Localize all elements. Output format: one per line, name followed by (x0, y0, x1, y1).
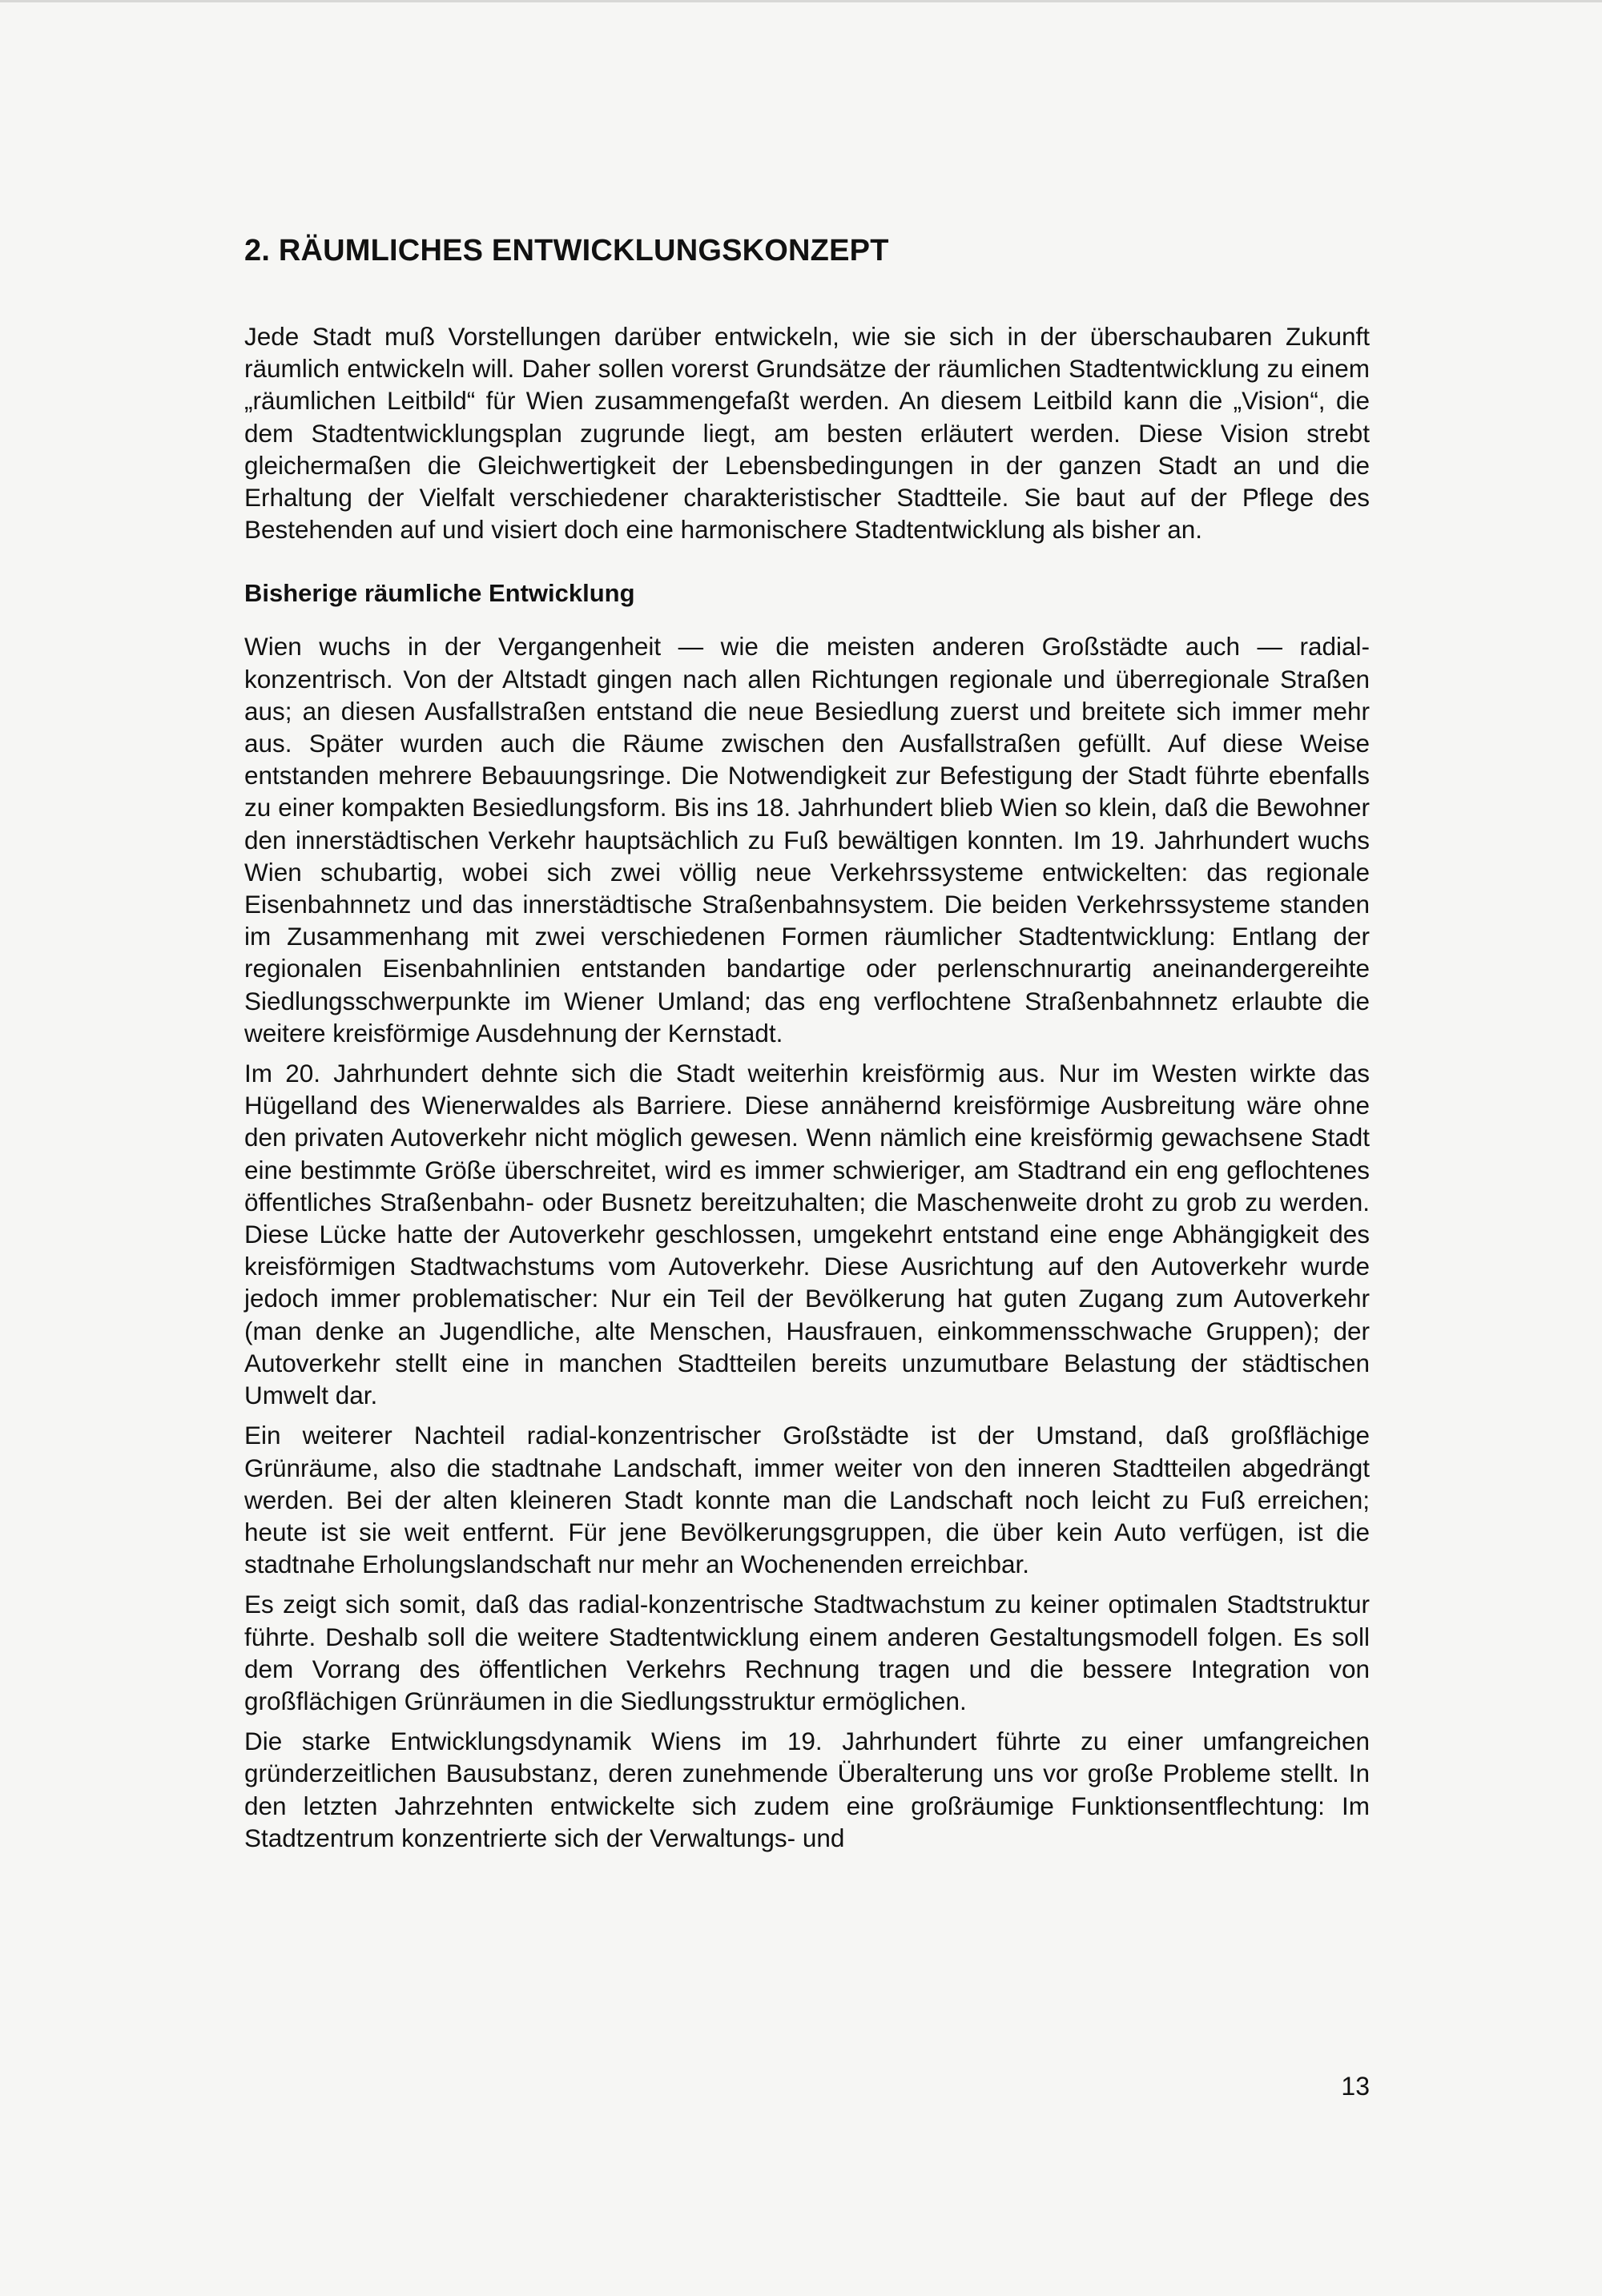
body-paragraph: Wien wuchs in der Vergangenheit — wie die meisten anderen Großstädte auch — radial-konzentrisch. Von der Altstadt gingen nach allen Richtungen regionale und überregionale Straßen aus; an diesen Ausfallstraßen entstand die neue Besiedlung zuerst und breitete sich immer mehr aus. Später wurden auch die Räume zwischen den Ausfallstraßen gefüllt. Auf diese Weise entstanden mehrere Bebauungsringe. Die Notwendigkeit zur Befestigung der Stadt führte ebenfalls zu einer kompakten Besiedlungsform. Bis ins 18. Jahrhundert blieb Wien so klein, daß die Bewohner den innerstädtischen Verkehr hauptsächlich zu Fuß bewältigen konnten. Im 19. Jahrhundert wuchs Wien schubartig, wobei sich zwei völlig neue Verkehrssysteme entwickelten: das regionale Eisenbahnnetz und das innerstädtische Straßenbahnsystem. Die beiden Verkehrssysteme standen im Zusammenhang mit zwei verschiedenen Formen räumlicher Stadtentwicklung: Entlang der regionalen Eisenbahnlinien entstanden bandartige oder perlenschnurartig aneinandergereihte Siedlungsschwerpunkte im Wiener Umland; das eng verflochtene Straßenbahnnetz erlaubte die weitere kreisförmige Ausdehnung der Kernstadt. (244, 632, 1370, 1047)
page-content (244, 232, 1370, 1862)
page-number: 13 (1341, 2072, 1370, 2101)
intro-paragraph: Jede Stadt muß Vorstellungen darüber entwickeln, wie sie sich in der überschaubaren Zukunft räumlich entwickeln will. Daher sollen vorerst Grundsätze der räumlichen Stadtentwicklung zu einem „räumlichen Leitbild“ für Wien zusammengefaßt werden. An diesem Leitbild kann die „Vision“, die dem Stadtentwicklungsplan zugrunde liegt, am besten erläutert werden. Diese Vision strebt gleichermaßen die Gleichwertigkeit der Lebensbedingungen in der ganzen Stadt an und die Erhaltung der Vielfalt verschiedener charakteristischer Stadtteile. Sie baut auf der Pflege des Bestehenden auf und visiert doch eine harmonischere Stadtentwicklung als bisher an. (244, 322, 1370, 545)
scan-top-edge (0, 0, 1602, 2)
body-paragraph: Im 20. Jahrhundert dehnte sich die Stadt weiterhin kreisförmig aus. Nur im Westen wirkte das Hügelland des Wienerwaldes als Barriere. Diese annähernd kreisförmige Ausbreitung wäre ohne den privaten Autoverkehr nicht möglich gewesen. Wenn nämlich eine kreisförmig gewachsene Stadt eine bestimmte Größe überschreitet, wird es immer schwieriger, am Stadtrand ein eng geflochtenes öffentliches Straßenbahn- oder Busnetz bereitzuhalten; die Maschenweite droht zu grob zu werden. Diese Lücke hatte der Autoverkehr geschlossen, umgekehrt entstand eine enge Abhängigkeit des kreisförmigen Stadtwachstums vom Autoverkehr. Diese Ausrichtung auf den Autoverkehr wurde jedoch immer problematischer: Nur ein Teil der Bevölkerung hat guten Zugang zum Autoverkehr (man denke an Jugendliche, alte Menschen, Hausfrauen, einkommensschwache Gruppen); der Autoverkehr stellt eine in manchen Stadtteilen bereits unzumutbare Belastung der städtischen Umwelt dar. (244, 1059, 1370, 1410)
section-heading: 2. RÄUMLICHES ENTWICKLUNGSKONZEPT (244, 234, 889, 267)
body-paragraph: Es zeigt sich somit, daß das radial-konzentrische Stadtwachstum zu keiner optimalen Stadtstruktur führte. Deshalb soll die weitere Stadtentwicklung einem anderen Gestaltungsmodell folgen. Es soll dem Vorrang des öffentlichen Verkehrs Rechnung tragen und die bessere Integration von großflächigen Grünräumen in die Siedlungsstruktur ermöglichen. (244, 1590, 1370, 1715)
subsection-heading: Bisherige räumliche Entwicklung (244, 579, 635, 608)
body-paragraph: Ein weiterer Nachteil radial-konzentrischer Großstädte ist der Umstand, daß großflächige Grünräume, also die stadtnahe Landschaft, immer weiter von den inneren Stadtteilen abgedrängt werden. Bei der alten kleineren Stadt konnte man die Landschaft noch leicht zu Fuß erreichen; heute ist sie weit entfernt. Für jene Bevölkerungsgruppen, die über kein Auto verfügen, ist die stadtnahe Erholungslandschaft nur mehr an Wochenenden erreichbar. (244, 1421, 1370, 1579)
body-paragraph: Die starke Entwicklungsdynamik Wiens im 19. Jahrhundert führte zu einer umfangreichen gründerzeitlichen Bausubstanz, deren zunehmende Überalterung uns vor große Probleme stellt. In den letzten Jahrzehnten entwickelte sich zudem eine großräumige Funktionsentflechtung: Im Stadtzentrum konzentrierte sich der Verwaltungs- und (244, 1727, 1370, 1852)
